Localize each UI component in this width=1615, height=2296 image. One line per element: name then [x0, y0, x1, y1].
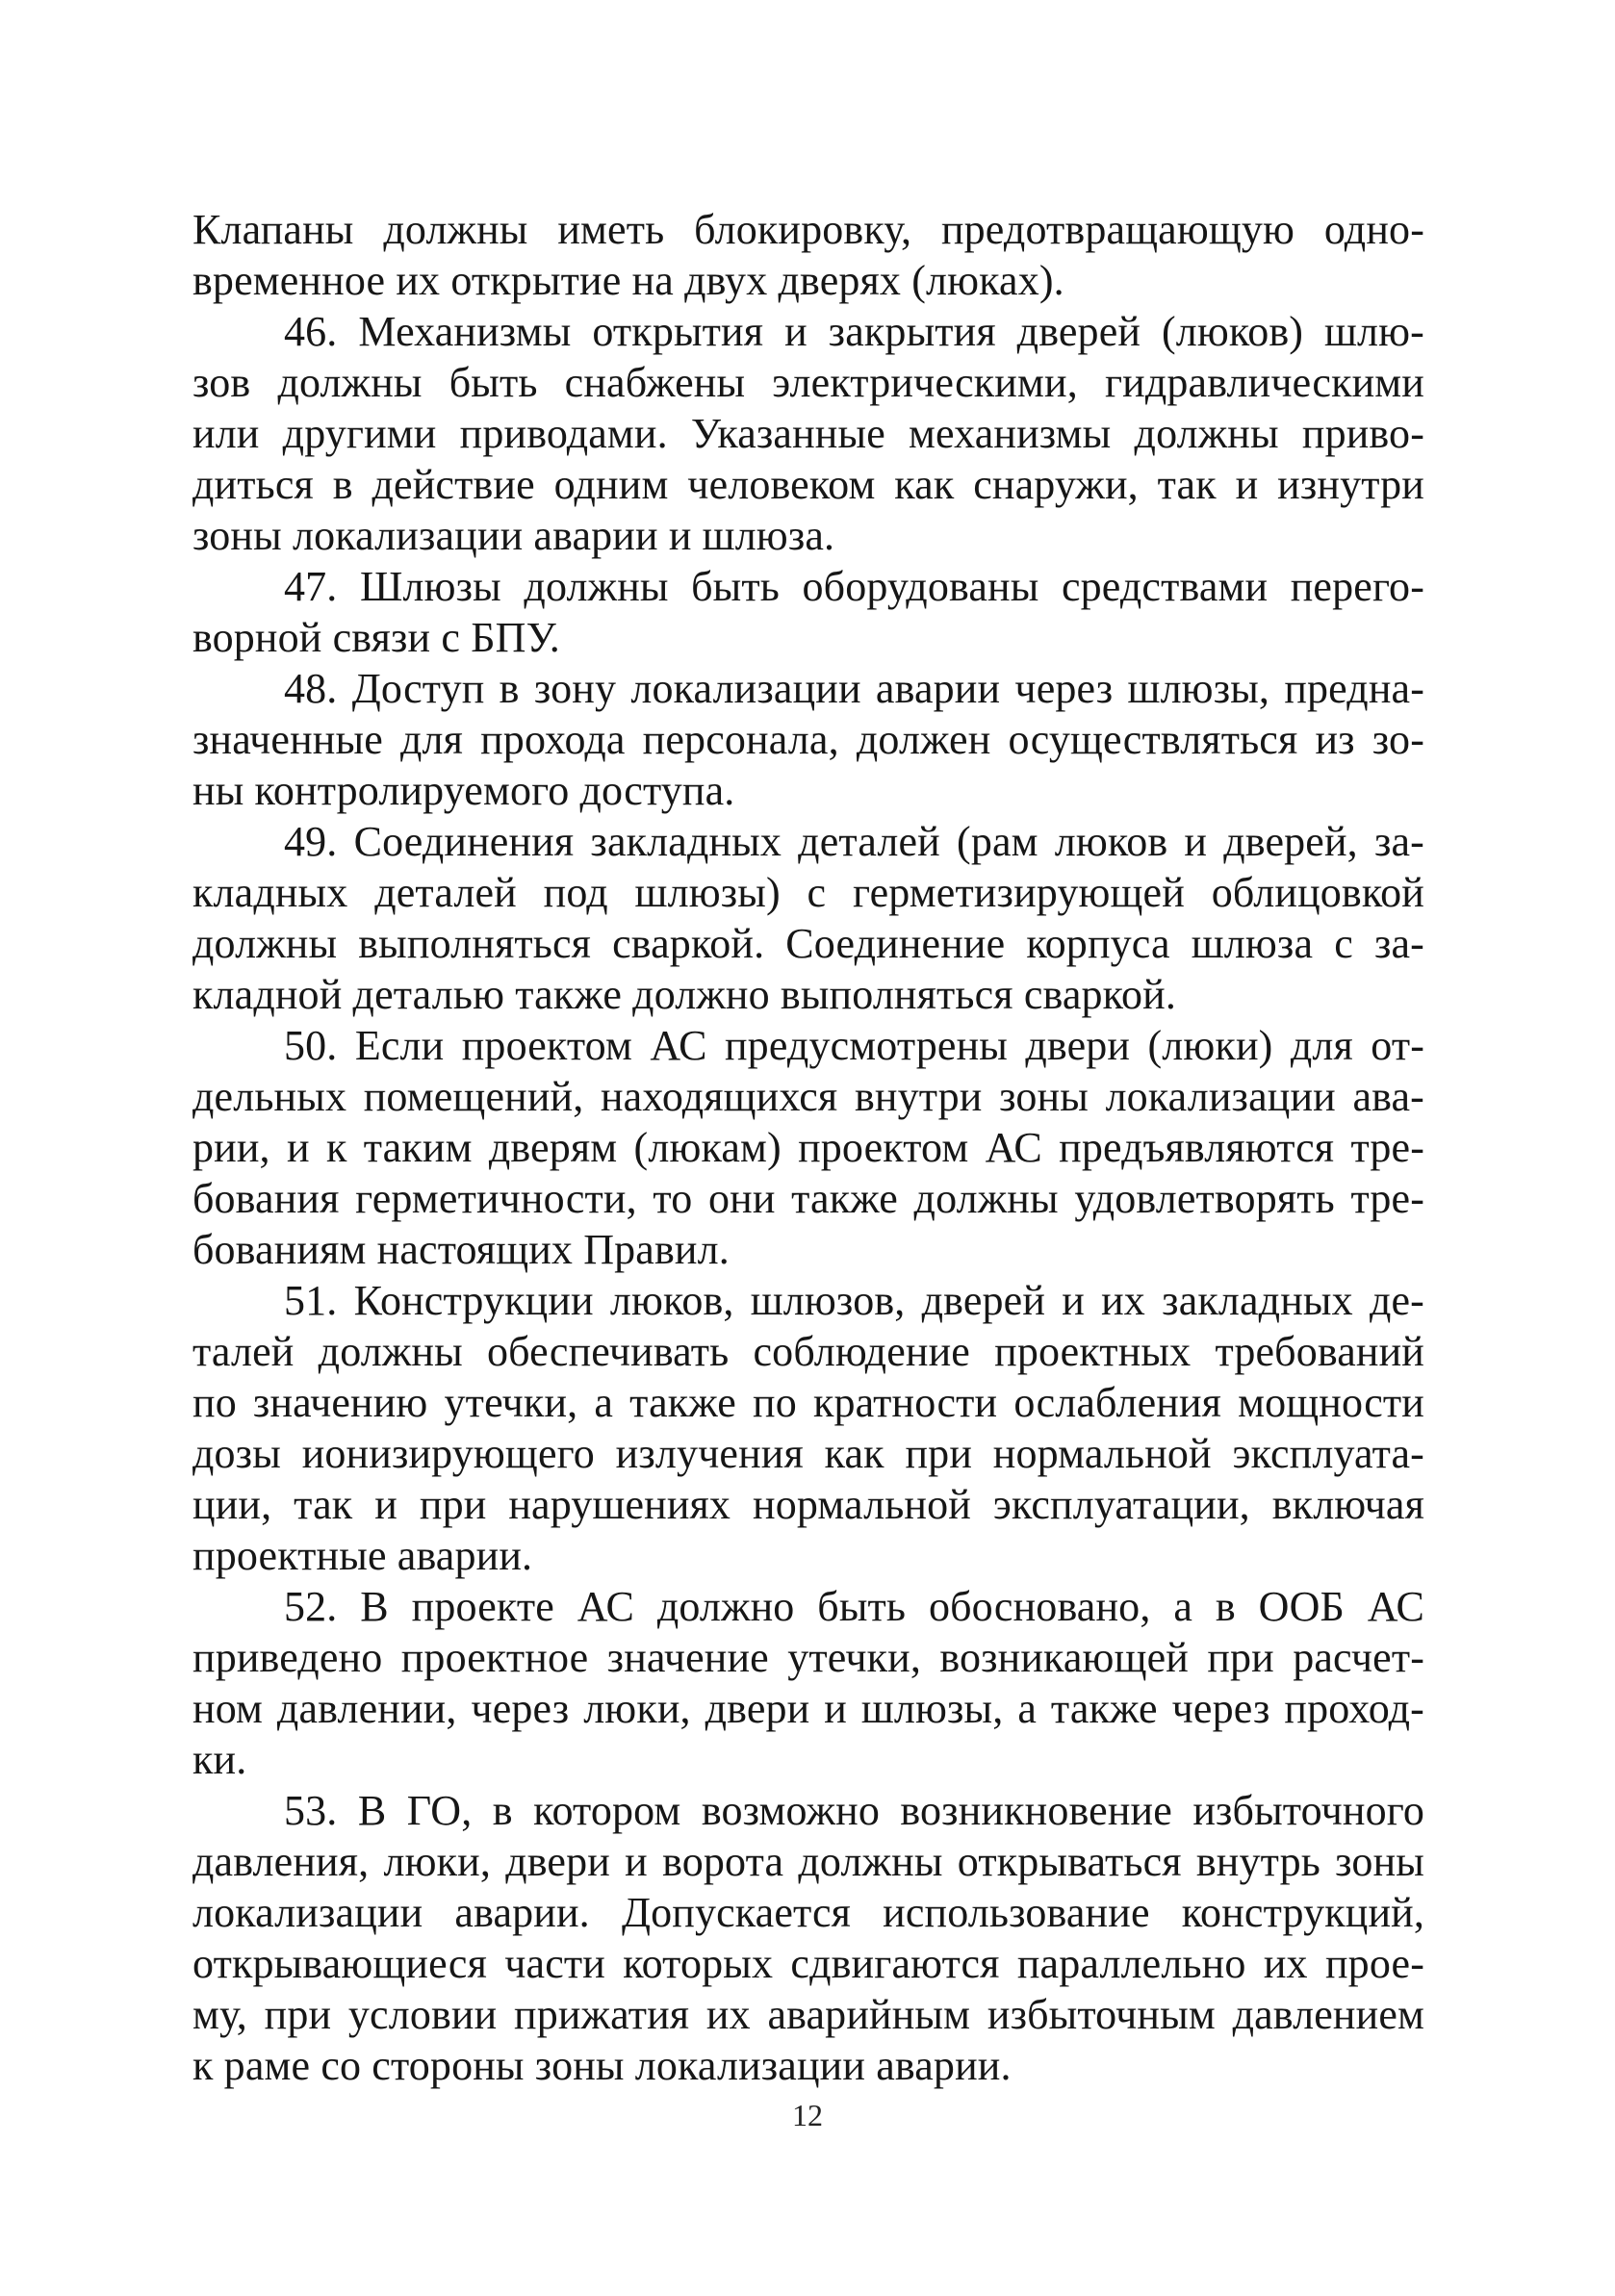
text-line: 49. Соединения закладных деталей (рам люков и дверей, за- — [284, 818, 1424, 865]
text-line: 53. В ГО, в котором возможно возникновение избыточного — [284, 1787, 1424, 1834]
text-line: 51. Конструкции люков, шлюзов, дверей и их закладных де- — [284, 1277, 1424, 1324]
paragraph-50 — [192, 1020, 1424, 1275]
paragraph-47 — [192, 561, 1424, 663]
text-line: зов должны быть снабжены электрическими, гидравлическими — [192, 359, 1424, 406]
text-line: Клапаны должны иметь блокировку, предотвращающую одно- — [192, 206, 1424, 253]
paragraph-51 — [192, 1275, 1424, 1581]
paragraph-46 — [192, 306, 1424, 561]
text-line: кладной деталью также должно выполняться сваркой. — [192, 971, 1176, 1018]
text-line: проектные аварии. — [192, 1532, 533, 1579]
text-line: локализации аварии. Допускается использование конструкций, — [192, 1889, 1424, 1936]
paragraph-52 — [192, 1581, 1424, 1785]
paragraph-53 — [192, 1785, 1424, 2091]
text-line: бования герметичности, то они также должны удовлетворять тре- — [192, 1175, 1424, 1222]
text-line: диться в действие одним человеком как снаружи, так и изнутри — [192, 461, 1424, 508]
paragraph-49 — [192, 816, 1424, 1020]
text-line: или другими приводами. Указанные механизмы должны приво- — [192, 410, 1424, 457]
page-number: 12 — [792, 2098, 823, 2132]
text-line: значенные для прохода персонала, должен осуществляться из зо- — [192, 716, 1424, 763]
text-line: к раме со стороны зоны локализации аварии. — [192, 2042, 1012, 2089]
paragraph-48 — [192, 663, 1424, 816]
text-line: должны выполняться сваркой. Соединение корпуса шлюза с за- — [192, 920, 1424, 967]
text-line: 50. Если проектом АС предусмотрены двери (люки) для от- — [284, 1022, 1424, 1069]
text-line: дозы ионизирующего излучения как при нормальной эксплуата- — [192, 1430, 1424, 1477]
text-line: 52. В проекте АС должно быть обосновано, а в ООБ АС — [284, 1583, 1424, 1630]
text-line: 46. Механизмы открытия и закрытия дверей (люков) шлю- — [284, 308, 1424, 355]
text-line: по значению утечки, а также по кратности ослабления мощности — [192, 1379, 1424, 1426]
paragraph-continuation — [192, 204, 1424, 306]
text-line: зоны локализации аварии и шлюза. — [192, 512, 835, 559]
body-text — [192, 204, 1424, 2091]
text-line: ворной связи с БПУ. — [192, 614, 560, 661]
text-line: рии, и к таким дверям (люкам) проектом АС предъявляются тре- — [192, 1124, 1424, 1171]
text-line: давления, люки, двери и ворота должны открываться внутрь зоны — [192, 1838, 1424, 1885]
text-line: 47. Шлюзы должны быть оборудованы средствами перего- — [284, 563, 1424, 610]
text-line: 48. Доступ в зону локализации аварии через шлюзы, предна- — [284, 665, 1424, 712]
text-line: бованиям настоящих Правил. — [192, 1226, 730, 1273]
text-line: му, при условии прижатия их аварийным избыточным давлением — [192, 1991, 1424, 2038]
text-line: ны контролируемого доступа. — [192, 767, 735, 814]
text-line: кладных деталей под шлюзы) с герметизирующей облицовкой — [192, 869, 1424, 916]
text-line: открывающиеся части которых сдвигаются параллельно их прое- — [192, 1940, 1424, 1987]
text-line: ки. — [192, 1736, 247, 1783]
text-line: приведено проектное значение утечки, возникающей при расчет- — [192, 1634, 1424, 1681]
text-line: дельных помещений, находящихся внутри зоны локализации ава- — [192, 1073, 1424, 1120]
text-line: талей должны обеспечивать соблюдение проектных требований — [192, 1328, 1424, 1375]
text-line: ции, так и при нарушениях нормальной эксплуатации, включая — [192, 1481, 1424, 1528]
text-line: временное их открытие на двух дверях (люках). — [192, 257, 1064, 304]
text-line: ном давлении, через люки, двери и шлюзы, а также через проход- — [192, 1685, 1424, 1732]
